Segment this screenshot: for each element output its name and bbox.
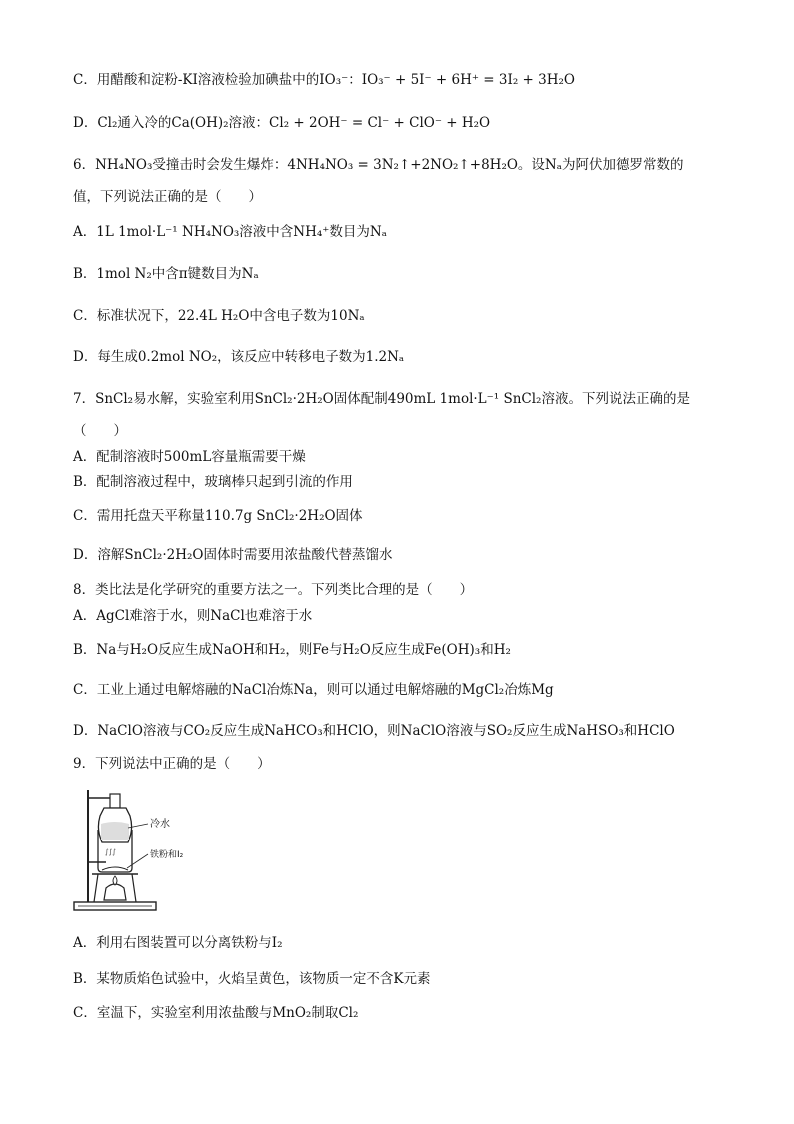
q7-option-a: A．配制溶液时500mL容量瓶需要干燥 [73, 449, 306, 465]
label-cold-water: 冷水 [150, 819, 170, 830]
line-option-d-q5: D．Cl₂通入冷的Ca(OH)₂溶液：Cl₂ + 2OH⁻ = Cl⁻ + ClO⁻ + H₂O [73, 115, 491, 131]
q7-option-b: B．配制溶液过程中，玻璃棒只起到引流的作用 [73, 474, 353, 490]
q6-option-b: B．1mol N₂中含π键数目为Nₐ [73, 266, 259, 282]
q6-option-d: D．每生成0.2mol NO₂，该反应中转移电子数为1.2Nₐ [73, 349, 405, 365]
svg-text:∫∫∫: ∫∫∫ [105, 848, 116, 856]
q9-option-b: B．某物质焰色试验中，火焰呈黄色，该物质一定不含K元素 [73, 971, 431, 987]
q8-option-a: A．AgCl难溶于水，则NaCl也难溶于水 [73, 608, 313, 624]
alcohol-lamp [104, 884, 126, 900]
q6-option-a: A．1L 1mol·L⁻¹ NH₄NO₃溶液中含NH₄⁺数目为Nₐ [73, 224, 387, 240]
question-6-stem: 6．NH₄NO₃受撞击时会发生爆炸：4NH₄NO₃ = 3N₂↑+2NO₂↑+8H₂O。设Nₐ为阿伏加德罗常数的 [73, 157, 684, 173]
q7-option-c: C．需用托盘天平称量110.7g SnCl₂·2H₂O固体 [73, 508, 363, 524]
question-8-stem: 8．类比法是化学研究的重要方法之一。下列类比合理的是（ ） [73, 582, 474, 598]
q8-option-c: C．工业上通过电解熔融的NaCl冶炼Na，则可以通过电解熔融的MgCl₂冶炼Mg [73, 682, 554, 698]
question-7-stem-cont: （ ） [73, 423, 127, 439]
line-option-c-q5: C．用醋酸和淀粉-KI溶液检验加碘盐中的IO₃⁻：IO₃⁻ + 5I⁻ + 6H⁺ = 3I₂ + 3H₂O [73, 72, 575, 88]
label-iron-iodine: 铁粉和I₂ [150, 850, 184, 860]
question-7-stem: 7．SnCl₂易水解，实验室利用SnCl₂·2H₂O固体配制490mL 1mol·L⁻¹ SnCl₂溶液。下列说法正确的是 [73, 391, 690, 407]
q9-option-a: A．利用右图装置可以分离铁粉与I₂ [73, 935, 283, 951]
sublimation-apparatus-figure [72, 784, 212, 914]
question-9-stem: 9．下列说法中正确的是（ ） [73, 756, 271, 772]
q9-option-c: C．室温下，实验室利用浓盐酸与MnO₂制取Cl₂ [73, 1005, 359, 1021]
q8-option-d: D．NaClO溶液与CO₂反应生成NaHCO₃和HClO，则NaClO溶液与SO₂反应生成NaHSO₃和HClO [73, 723, 675, 739]
q8-option-b: B．Na与H₂O反应生成NaOH和H₂，则Fe与H₂O反应生成Fe(OH)₃和H₂ [73, 642, 511, 658]
q6-option-c: C．标准状况下，22.4L H₂O中含电子数为10Nₐ [73, 308, 365, 324]
q7-option-d: D．溶解SnCl₂·2H₂O固体时需要用浓盐酸代替蒸馏水 [73, 547, 393, 563]
question-6-stem-cont: 值，下列说法正确的是（ ） [73, 189, 262, 205]
